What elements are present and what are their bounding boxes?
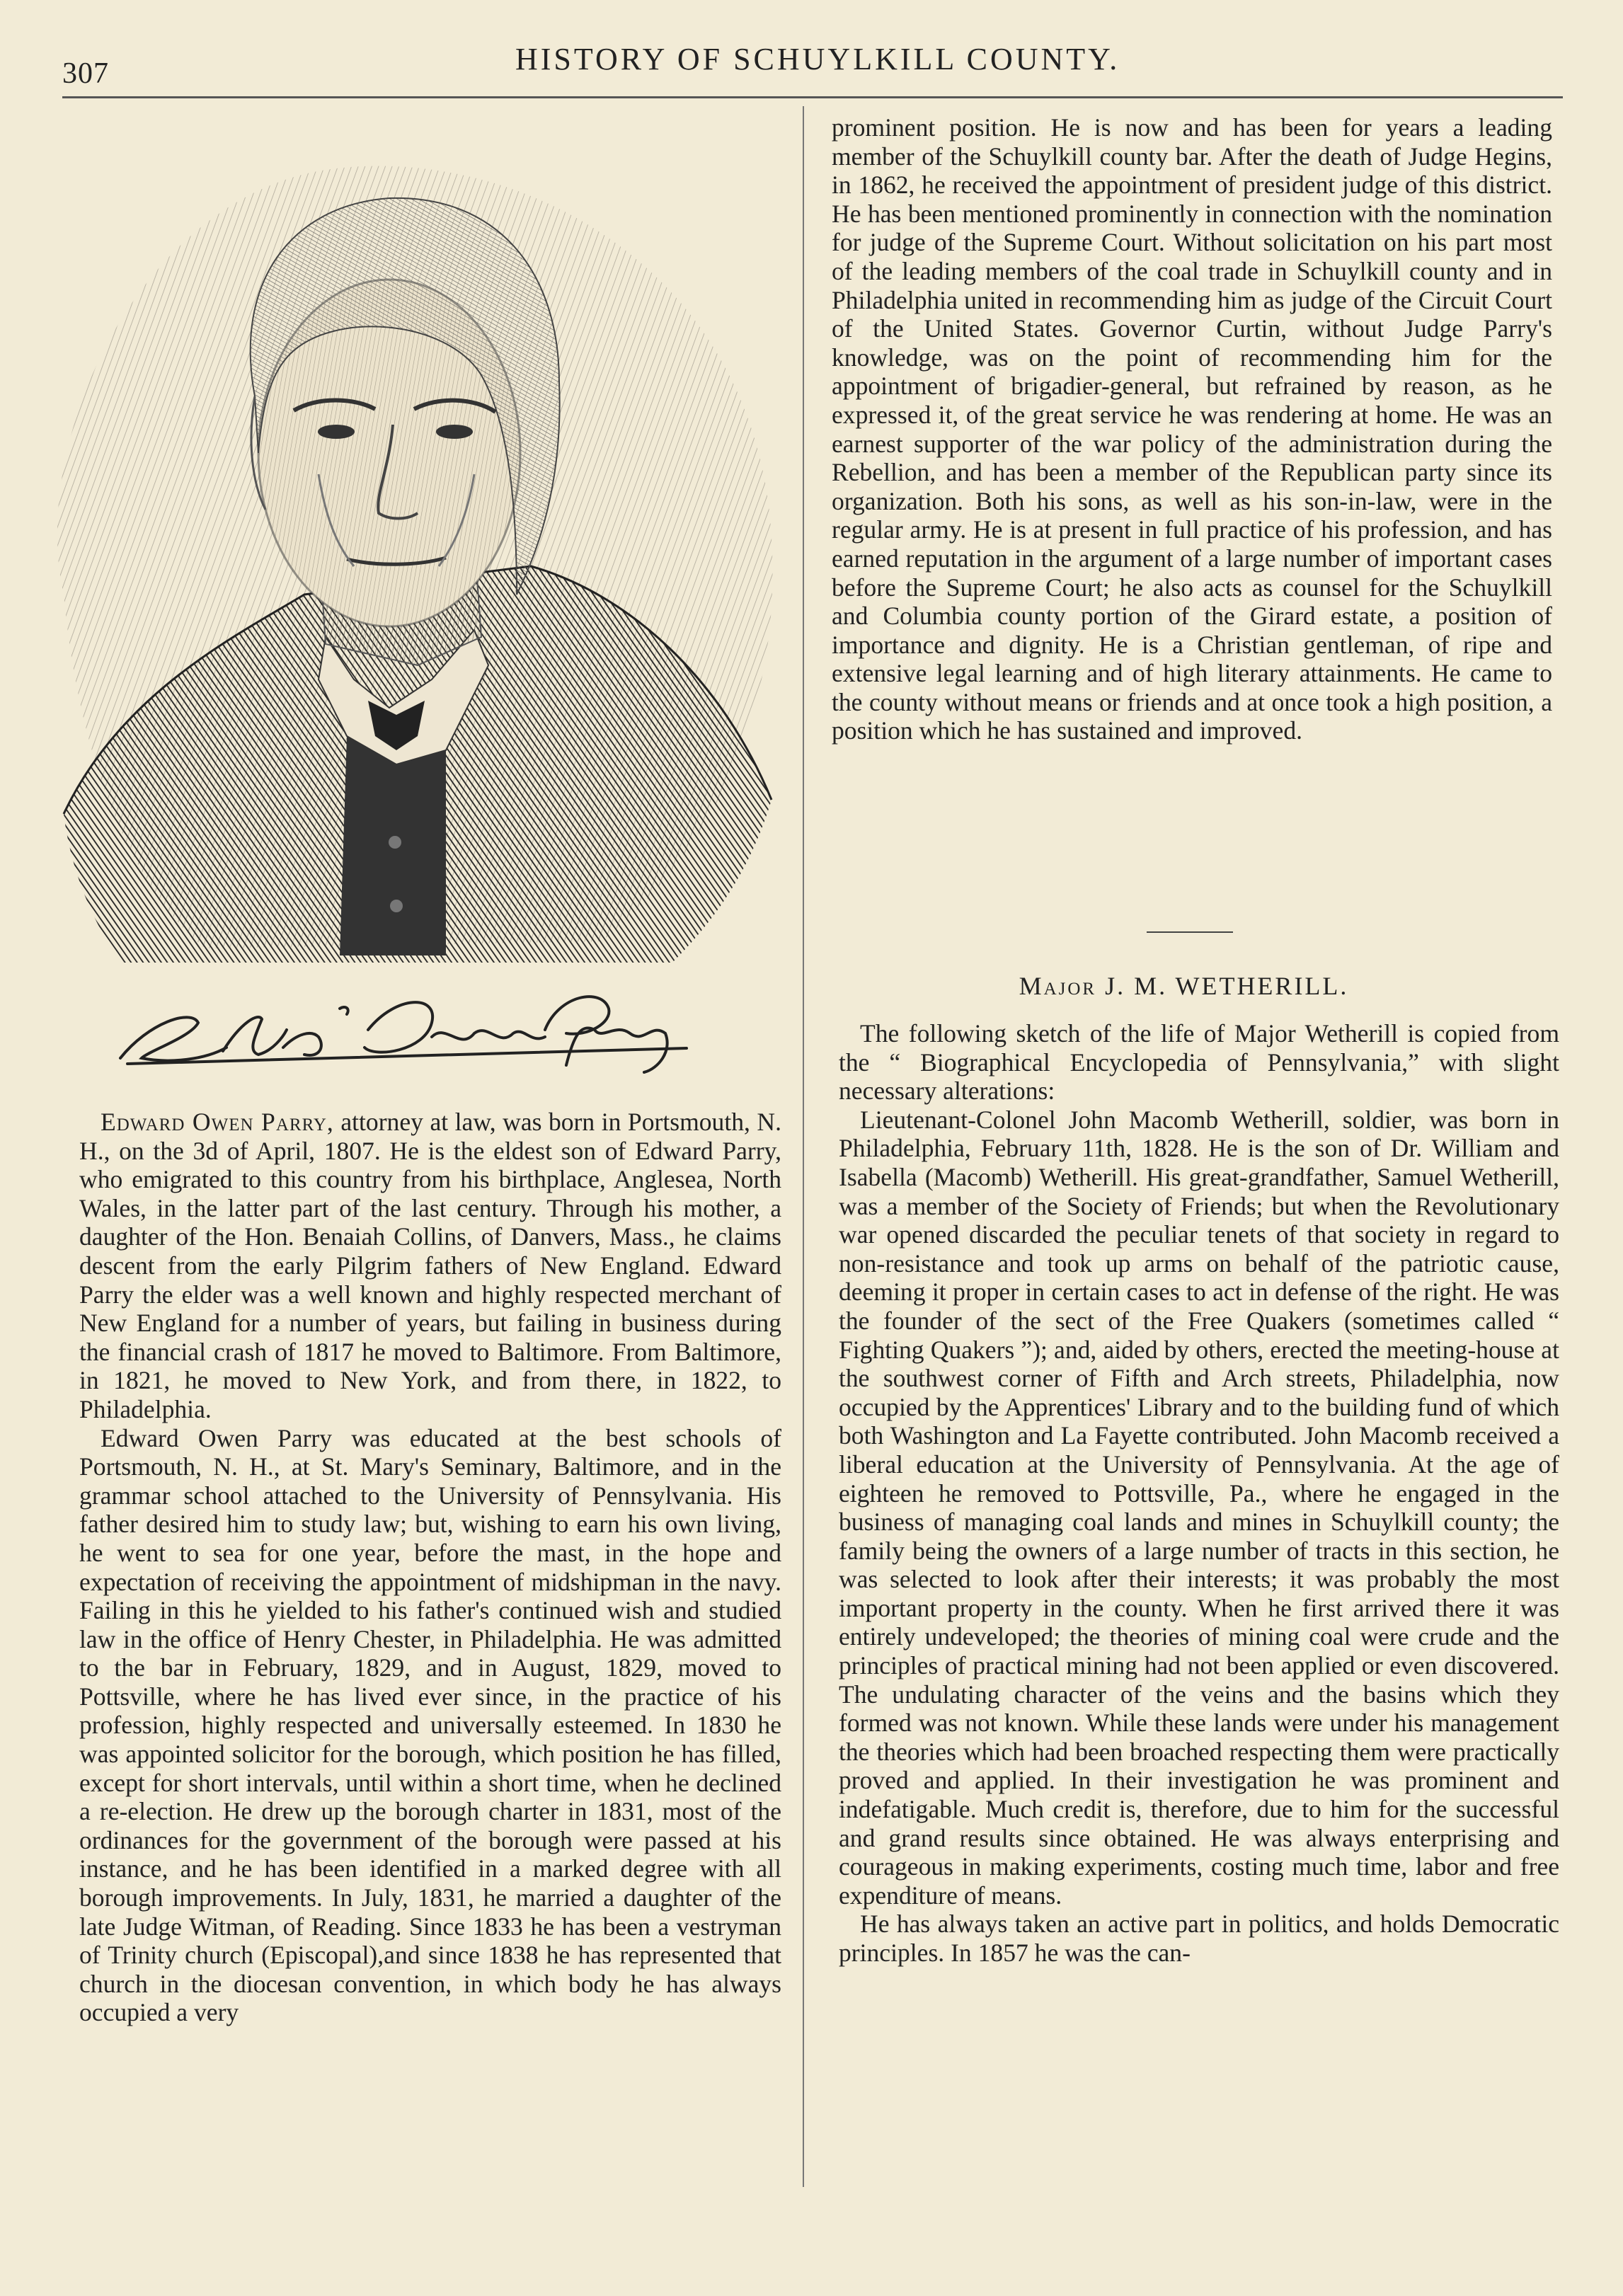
header-rule xyxy=(62,96,1563,98)
right-column-continuation xyxy=(832,113,1552,745)
wetherill-intro-paragraph: The following sketch of the life of Major Wetherill is copied from the “ Biographical Encyclopedia of Pennsylvania,” with slight necessary alterations: xyxy=(839,1019,1559,1106)
running-head: HISTORY OF SCHUYLKILL COUNTY. xyxy=(515,42,1120,76)
parry-paragraph-2: Edward Owen Parry was educated at the best schools of Portsmouth, N. H., at St. Mary's Seminary, Baltimore, and in the grammar school attached to the University of Pennsylvania. His father desired him to study law; but, wishing to earn his own living, he went to sea for one year, before the mast, in the hope and expectation of receiving the appointment of midshipman in the navy. Failing in this he yielded to his father's continued wish and studied law in the office of Henry Chester, in Philadelphia. He was admitted to the bar in February, 1829, and in August, 1829, moved to Pottsville, where he has lived ever since, in the practice of his profession, highly respected and universally esteemed. In 1830 he was appointed solicitor for the borough, which position he has filled, except for short intervals, until within a short time, when he declined a re-election. He drew up the borough charter in 1831, most of the ordinances for the government of the borough were passed at his instance, and he has been identified in a marked degree with all borough improvements. In July, 1831, he married a daughter of the late Judge Witman, of Reading. Since 1833 he has been a vestryman of Trinity church (Episcopal),and since 1838 he has represented that church in the diocesan convention, in which body he has always occupied a very xyxy=(79,1423,781,2027)
parry-paragraph-continued: prominent position. He is now and has been for years a leading member of the Schuylkill county bar. After the death of Judge Hegins, in 1862, he received the appointment of president judge of this district. He has been mentioned prominently in connection with the nomination for judge of the Supreme Court. Without solicitation on his part most of the leading members of the coal trade in Schuylkill county and in Philadelphia united in recommending him as judge of the Circuit Court of the United States. Governor Curtin, without Judge Parry's knowledge, was on the point of recommending him for the appointment of brigadier-general, but refrained by reason, as he expressed it, of the great service he was rendering at home. He was an earnest supporter of the war policy of the administration during the Rebellion, and has been a member of the Republican party since its organization. Both his sons, as well as his son-in-law, were in the regular army. He is at present in full practice of his profession, and has earned reputation in the argument of a large number of important cases before the Supreme Court; he also acts as counsel for the Schuylkill and Columbia county portion of the Girard estate, a position of importance and dignity. He is a Christian gentleman, of ripe and extensive legal learning and of high literary attainments. He came to the county without means or friends and at once took a high position, a position which he has sustained and improved. xyxy=(832,113,1552,745)
parry-name-lead: Edward Owen Parry, xyxy=(101,1108,334,1136)
portrait-engraving xyxy=(21,142,793,984)
section-heading-wetherill xyxy=(793,971,1575,1001)
signature xyxy=(106,980,694,1076)
wetherill-politics-paragraph: He has always taken an active part in politics, and holds Democratic principles. In 1857 he was the can- xyxy=(839,1910,1559,1967)
wetherill-bio-paragraph: Lieutenant-Colonel John Macomb Wetherill, soldier, was born in Philadelphia, February 11th, 1828. He is the son of Dr. William and Isabella (Macomb) Wetherill. His great-grandfather, Samuel Wetherill, was a member of the Society of Friends; but when the Revolutionary war opened discarded the peculiar tenets of that society in regard to non-resistance and took up arms on behalf of the patriotic cause, deeming it proper in certain cases to act in defense of the right. He was the founder of the sect of the Free Quakers (sometimes called “ Fighting Quakers ”); and, aided by others, erected the meeting-house at the southwest corner of Fifth and Arch streets, Philadelphia, now occupied by the Apprentices' Library and to the building fund of which both Washington and La Fayette contributed. John Macomb received a liberal education at the University of Pennsylvania. At the age of eighteen he removed to Pottsville, Pa., where he engaged in the business of managing coal lands and mines in Schuylkill county; the family being the owners of a large number of tracts in this section, he was selected to look after their interests; it was probably the most important property in the county. When he first arrived there it was entirely undeveloped; the theories of mining coal were crude and the principles of practical mining had not been applied or even discovered. The undulating character of the veins and the basins which they formed was not known. While these lands were under his management the theories which had been broached respecting them were practically proved and applied. In their investigation he was prominent and indefatigable. Much credit is, therefore, due to him for the successful and grand results since obtained. He was always enterprising and courageous in making experiments, costing much time, labor and free expenditure of means. xyxy=(839,1105,1559,1910)
section-heading-rest: J. M. WETHERILL. xyxy=(1096,972,1349,1000)
parry-paragraph-1-body: attorney at law, was born in Portsmouth, N. H., on the 3d of April, 1807. He is the eldest son of Edward Parry, who emigrated to this country from his birthplace, Anglesea, North Wales, in the latter part of the last century. Through his mother, a daughter of the Hon. Benaiah Collins, of Danvers, Mass., he claims descent from the early Pilgrim fathers of New England. Edward Parry the elder was a well known and highly respected merchant of New England for a number of years, but failing in business during the financial crash of 1817 he moved to Baltimore. From Baltimore, in 1821, he moved to New York, and from there, in 1822, to Philadelphia. xyxy=(79,1108,781,1423)
wetherill-biography xyxy=(839,1019,1559,1968)
left-column-text xyxy=(79,1108,781,2027)
column-divider xyxy=(803,106,804,2187)
page-number: 307 xyxy=(62,57,109,90)
parry-paragraph-1 xyxy=(79,1108,781,1424)
section-divider xyxy=(1147,931,1233,933)
page-header xyxy=(62,35,1570,92)
section-heading-lead: Major xyxy=(1019,972,1097,1000)
